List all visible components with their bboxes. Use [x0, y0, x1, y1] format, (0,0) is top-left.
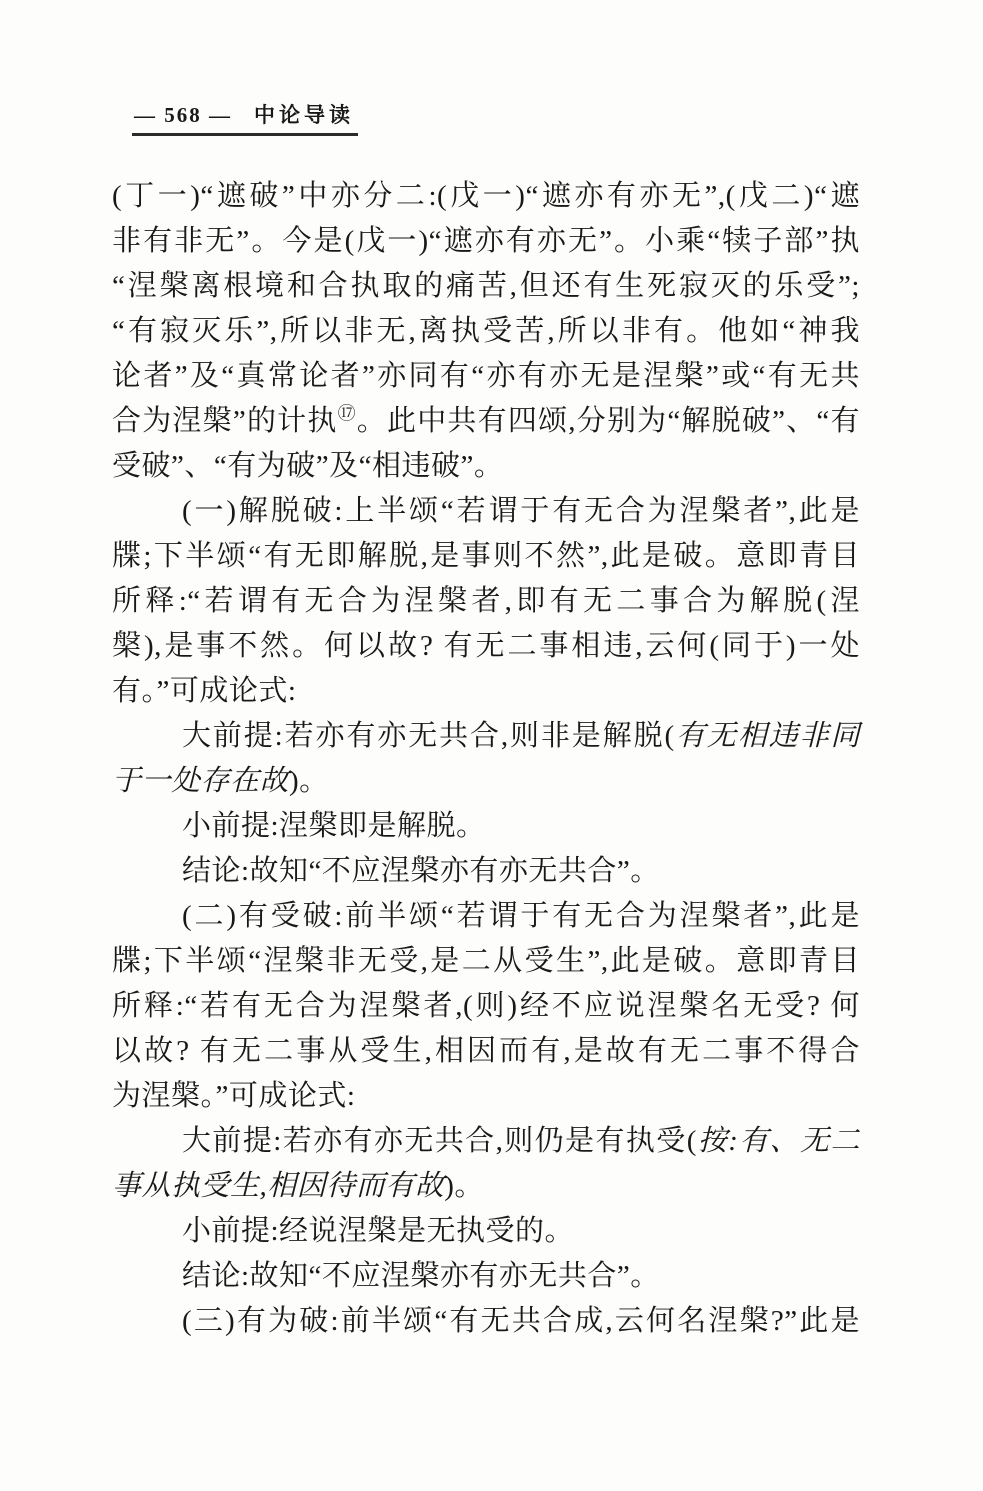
- text-line: [112, 579, 860, 624]
- text-line: [112, 264, 860, 309]
- footnote-ref-17: ⑰: [337, 403, 357, 424]
- text-line: [112, 939, 860, 984]
- text-segment: 结论:故知“不应涅槃亦有亦无共合”。: [182, 855, 660, 887]
- text-segment: 槃),是事不然。何以故? 有无二事相违,云何(同于)一处: [112, 630, 860, 662]
- text-line: [112, 804, 860, 849]
- text-segment: 受破”、“有为破”及“相违破”。: [112, 450, 504, 482]
- text-segment: 大前提:若亦有亦无共合,则非是解脱(: [182, 720, 675, 752]
- kaiti-gloss: 于一处存在故: [112, 765, 290, 797]
- text-line: [112, 849, 860, 894]
- text-line: [112, 534, 860, 579]
- text-line: [112, 399, 860, 444]
- text-line: [112, 984, 860, 1029]
- text-line: [112, 354, 860, 399]
- text-segment: (丁一)“遮破”中亦分二:(戊一)“遮亦有亦无”,(戊二)“遮: [112, 180, 860, 212]
- text-line: [112, 174, 860, 219]
- kaiti-gloss: 按:有、无二: [696, 1125, 860, 1157]
- text-line: [112, 1254, 860, 1299]
- text-segment: 。此中共有四颂,分别为“解脱破”、“有: [356, 405, 861, 437]
- text-segment: 有。”可成论式:: [112, 675, 297, 707]
- kaiti-gloss: 事从执受生,相因待而有故: [112, 1170, 445, 1202]
- text-line: [112, 489, 860, 534]
- text-line: [112, 714, 860, 759]
- text-line: [112, 894, 860, 939]
- text-line: [112, 624, 860, 669]
- text-segment: 所释:“若有无合为涅槃者,(则)经不应说涅槃名无受? 何: [112, 990, 860, 1022]
- page-header: [132, 102, 358, 136]
- text-segment: (一)解脱破:上半颂“若谓于有无合为涅槃者”,此是: [182, 495, 860, 527]
- text-segment: 大前提:若亦有亦无共合,则仍是有执受(: [182, 1125, 697, 1157]
- text-line: [112, 1074, 860, 1119]
- text-segment: 所释:“若谓有无合为涅槃者,即有无二事合为解脱(涅: [112, 585, 860, 617]
- text-segment: 以故? 有无二事从受生,相因而有,是故有无二事不得合: [112, 1035, 860, 1067]
- text-segment: “涅槃离根境和合执取的痛苦,但还有生死寂灭的乐受”;: [112, 270, 860, 302]
- text-line: [112, 1299, 860, 1344]
- book-title: 中论导读: [254, 103, 354, 127]
- text-line: [112, 219, 860, 264]
- text-line: [112, 1164, 860, 1209]
- text-segment: (三)有为破:前半颂“有无共合成,云何名涅槃?”此是: [182, 1305, 860, 1337]
- text-segment: 论者”及“真常论者”亦同有“亦有亦无是涅槃”或“有无共: [112, 360, 860, 392]
- text-segment: 小前提:经说涅槃是无执受的。: [182, 1215, 575, 1247]
- text-line: [112, 669, 860, 714]
- text-segment: )。: [444, 1170, 484, 1202]
- kaiti-gloss: 有无相违非同: [674, 720, 860, 752]
- text-line: [112, 1029, 860, 1074]
- text-line: [112, 759, 860, 804]
- text-line: [112, 444, 860, 489]
- main-text: [112, 174, 860, 1344]
- text-segment: (二)有受破:前半颂“若谓于有无合为涅槃者”,此是: [182, 900, 860, 932]
- page-number: — 568 —: [134, 103, 232, 127]
- text-line: [112, 1209, 860, 1254]
- text-segment: 为涅槃。”可成论式:: [112, 1080, 356, 1112]
- text-segment: 结论:故知“不应涅槃亦有亦无共合”。: [182, 1260, 660, 1292]
- text-segment: 牒;下半颂“涅槃非无受,是二从受生”,此是破。意即青目: [112, 945, 860, 977]
- text-segment: 牒;下半颂“有无即解脱,是事则不然”,此是破。意即青目: [112, 540, 860, 572]
- text-segment: 合为涅槃”的计执: [112, 405, 338, 437]
- text-segment: 非有非无”。今是(戊一)“遮亦有亦无”。小乘“犊子部”执: [112, 225, 860, 257]
- text-segment: 小前提:涅槃即是解脱。: [182, 810, 486, 842]
- text-segment: “有寂灭乐”,所以非无,离执受苦,所以非有。他如“神我: [112, 315, 860, 347]
- text-line: [112, 309, 860, 354]
- text-segment: )。: [289, 765, 329, 797]
- text-line: [112, 1119, 860, 1164]
